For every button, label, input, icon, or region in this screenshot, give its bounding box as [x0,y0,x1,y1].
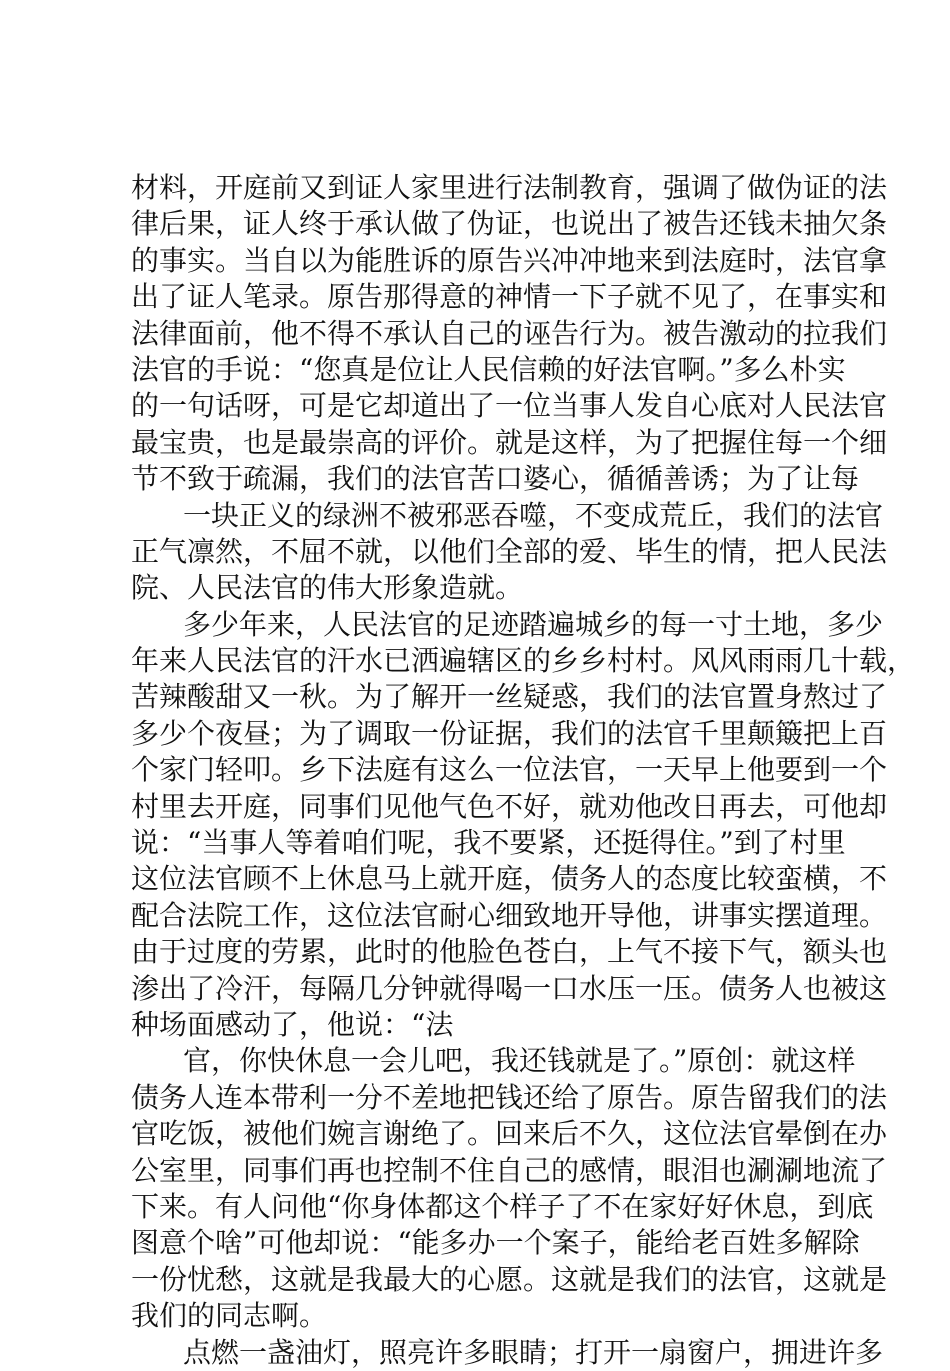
text-line: 年来人民法官的汗水已洒遍辖区的乡乡村村。风风雨雨几十载， [131,644,916,678]
paragraph-first-line: 点燃一盏油灯，照亮许多眼睛；打开一扇窗户，拥进许多 [183,1335,884,1369]
text-line: 由于过度的劳累，此时的他脸色苍白，上气不接下气，额头也 [131,935,888,969]
text-line: 公室里，同事们再也控制不住自己的感情，眼泪也涮涮地流了 [131,1153,888,1187]
text-line: 官吃饭，被他们婉言谢绝了。回来后不久，这位法官晕倒在办 [131,1117,888,1151]
text-line: 最宝贵，也是最崇高的评价。就是这样，为了把握住每一个细 [131,425,888,459]
text-line: 配合法院工作，这位法官耐心细致地开导他，讲事实摆道理。 [131,898,888,932]
text-line: 法官的手说：“您真是位让人民信赖的好法官啊。”多么朴实 [131,352,846,386]
text-line: 下来。有人问他“你身体都这个样子了不在家好好休息，到底 [131,1189,874,1223]
text-line: 苦辣酸甜又一秋。为了解开一丝疑惑，我们的法官置身熬过了 [131,680,888,714]
text-line: 渗出了冷汗，每隔几分钟就得喝一口水压一压。债务人也被这 [131,971,888,1005]
text-line: 一份忧愁，这就是我最大的心愿。这就是我们的法官，这就是 [131,1262,888,1296]
paragraph-first-line: 多少年来，人民法官的足迹踏遍城乡的每一寸土地，多少 [183,607,884,641]
text-line: 多少个夜昼；为了调取一份证据，我们的法官千里颠簸把上百 [131,716,888,750]
text-line: 图意个啥”可他却说：“能多办一个案子，能给老百姓多解除 [131,1226,860,1260]
text-line: 我们的同志啊。 [131,1299,328,1333]
text-line: 法律面前，他不得不承认自己的诬告行为。被告激动的拉我们 [131,316,888,350]
text-line: 正气凛然，不屈不就，以他们全部的爱、毕生的情，把人民法 [131,534,888,568]
text-line: 的一句话呀，可是它却道出了一位当事人发自心底对人民法官 [131,389,888,423]
body-text [131,170,916,1371]
paragraph-first-line: 官，你快休息一会儿吧，我还钱就是了。”原创：就这样 [183,1044,856,1078]
text-line: 出了证人笔录。原告那得意的神情一下子就不见了，在事实和 [131,280,888,314]
text-line: 节不致于疏漏，我们的法官苦口婆心，循循善诱；为了让每 [131,462,860,496]
text-line: 的事实。当自以为能胜诉的原告兴冲冲地来到法庭时，法官拿 [131,243,888,277]
text-line: 院、人民法官的伟大形象造就。 [131,571,524,605]
text-line: 这位法官顾不上休息马上就开庭，债务人的态度比较蛮横，不 [131,862,888,896]
text-line: 个家门轻叩。乡下法庭有这么一位法官，一天早上他要到一个 [131,753,888,787]
text-line: 说：“当事人等着咱们呢，我不要紧，还挺得住。”到了村里 [131,826,846,860]
paragraph-first-line: 一块正义的绿洲不被邪恶吞噬，不变成荒丘，我们的法官 [183,498,884,532]
text-line: 材料，开庭前又到证人家里进行法制教育，强调了做伪证的法 [131,171,888,204]
text-line: 种场面感动了，他说：“法 [131,1007,454,1041]
text-line: 律后果，证人终于承认做了伪证，也说出了被告还钱未抽欠条 [131,207,888,241]
text-line: 债务人连本带利一分不差地把钱还给了原告。原告留我们的法 [131,1080,888,1114]
text-line: 村里去开庭，同事们见他气色不好，就劝他改日再去，可他却 [131,789,888,823]
